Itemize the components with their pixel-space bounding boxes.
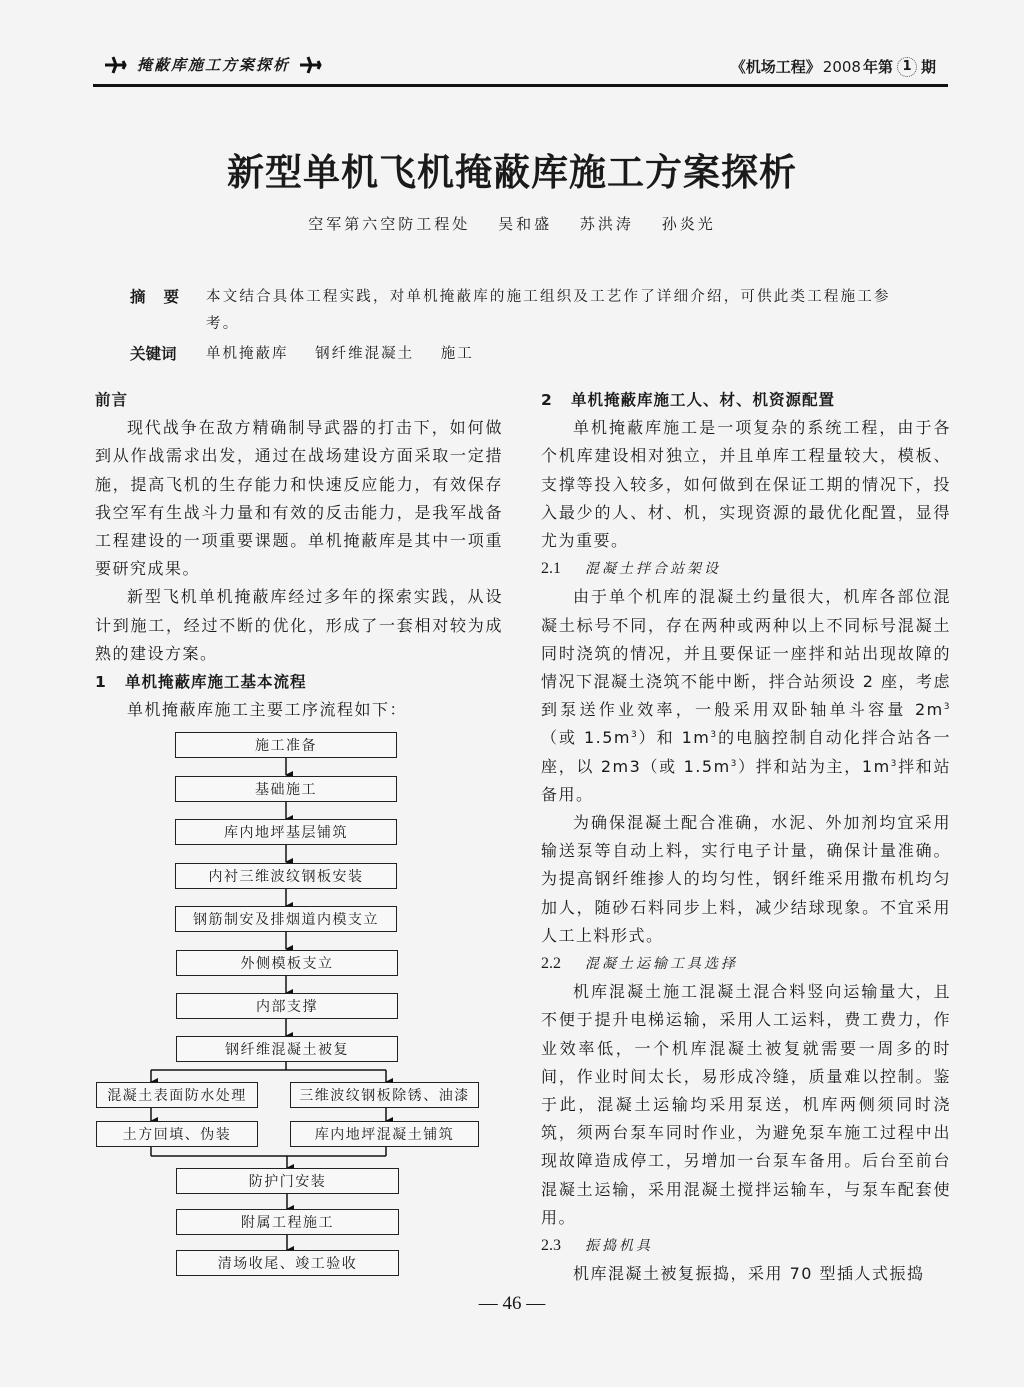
subsection-heading-2-1: 2.1 混凝土拌合站架设 (541, 560, 721, 578)
right-column (541, 386, 951, 1289)
preface-heading: 前言 (95, 391, 129, 409)
section-heading-2: 2 单机掩蔽库施工人、材、机资源配置 (541, 391, 836, 409)
flow-step: 外侧模板支立 (176, 950, 398, 976)
flow-step: 基础施工 (175, 776, 397, 802)
paragraph: 单机掩蔽库施工是一项复杂的系统工程，由于各个机库建设相对独立，并且单库工程量较大，模板、支撑等投入较多，如何做到在保证工期的情况下，投入最少的人、材、机，实现资源的最优化配置，显得尤为重要。 (541, 418, 951, 551)
flow-step: 钢筋制安及排烟道内模支立 (175, 906, 397, 932)
flow-step: 库内地坪基层铺筑 (175, 819, 397, 845)
flow-step: 防护门安装 (176, 1168, 399, 1194)
author: 孙炎光 (661, 215, 716, 233)
keyword: 单机掩蔽库 (206, 346, 289, 362)
flow-branch-right: 库内地坪混凝土铺筑 (290, 1121, 479, 1147)
flow-branch-right: 三维波纹钢板除锈、油漆 (290, 1082, 479, 1108)
header-divider (93, 84, 948, 87)
section-heading-1: 1 单机掩蔽库施工基本流程 (95, 673, 307, 692)
article-title: 新型单机飞机掩蔽库施工方案探析 (227, 150, 797, 194)
header-section-title: 掩蔽库施工方案探析 (103, 54, 324, 75)
paragraph: 机库混凝土被复振捣，采用 70 型插人式振捣 (573, 1264, 925, 1284)
flow-step: 钢纤维混凝土被复 (176, 1036, 398, 1062)
abstract-block (130, 284, 920, 368)
running-header (93, 50, 946, 82)
author-line (0, 213, 1024, 234)
flow-branch-left: 混凝土表面防水处理 (96, 1082, 258, 1108)
flow-step: 内部支撑 (176, 993, 398, 1019)
paragraph: 为确保混凝土配合准确，水泥、外加剂均宜采用输送泵等自动上料，实行电子计量，确保计量准确。为提高钢纤维掺人的均匀性，钢纤维采用撒布机均匀加人，随砂石料同步上料，减少结球现象。不宜采用人工上料形式。 (541, 813, 951, 945)
journal-name: 《机场工程》 (730, 58, 821, 76)
paragraph: 现代战争在敌方精确制导武器的打击下，如何做到从作战需求出发，通过在战场建设方面采取一定措施，提高飞机的生存能力和快速反应能力，有效保存我空军有生战斗力量和有效的反击能力，是我军战备工程建设的一项重要课题。单机掩蔽库是其中一项重要研究成果。 (95, 418, 503, 579)
process-flowchart (95, 731, 485, 1281)
airplane-icon (103, 55, 129, 75)
paragraph: 单机掩蔽库施工主要工序流程如下： (127, 700, 408, 720)
paragraph: 由于单个机库的混凝土约量很大，机库各部位混凝土标号不同，存在两种或两种以上不同标号混凝土同时浇筑的情况，并且要保证一座拌和站出现故障的情况下混凝土浇筑不能中断，拌合站须设 2 座，考虑到泵送作业效率，一般采用双卧轴单斗容量 $2m^3$（或 $1.5m^3$）和 $1m^3$的电脑控制自动化拌合站各一座，以 2m3（或 $1.5m^3$）拌和站为主，$1m^3$拌和站备用。 (541, 587, 951, 804)
flow-step: 清场收尾、竣工验收 (176, 1250, 399, 1276)
author: 苏洪涛 (579, 215, 634, 233)
paragraph: 新型飞机单机掩蔽库经过多年的探索实践，从设计到施工，经过不断的优化，形成了一套相对较为成熟的建设方案。 (95, 587, 503, 663)
issue-number: 1 (897, 57, 917, 77)
journal-info: 《机场工程》 2008 年第 1 期 (730, 57, 936, 76)
author: 吴和盛 (498, 215, 553, 233)
keyword: 施工 (440, 346, 474, 362)
left-column (95, 386, 503, 724)
flow-step: 附属工程施工 (176, 1209, 399, 1235)
abstract-text: 本文结合具体工程实践，对单机掩蔽库的施工组织及工艺作了详细介绍，可供此类工程施工参考。 (206, 289, 891, 332)
journal-year: 2008 (822, 57, 861, 76)
keyword: 钢纤维混凝土 (315, 346, 415, 362)
abstract-label: 摘要 (130, 288, 198, 306)
page-number: — 46 — (478, 1293, 546, 1314)
subsection-heading-2-2: 2.2 混凝土运输工具选择 (541, 955, 738, 973)
keywords-label: 关键词 (130, 345, 177, 363)
paragraph: 机库混凝土施工混凝土混合料竖向运输量大，且不便于提升电梯运输，采用人工运料，费工费力，作业效率低，一个机库混凝土被复就需要一周多的时间，作业时间太长，易形成冷缝，质量难以控制。鉴于此，混凝土运输均采用泵送，机库两侧须同时浇筑，须两台泵车同时作业，为避免泵车施工过程中出现故障造成停工，另增加一台泵车备用。后台至前台混凝土运输，采用混凝土搅拌运输车，与泵车配套使用。 (541, 982, 951, 1227)
subsection-heading-2-3: 2.3 振捣机具 (541, 1237, 653, 1255)
flow-step: 内衬三维波纹钢板安装 (175, 863, 397, 889)
flow-branch-left: 土方回填、伪装 (96, 1121, 258, 1147)
airplane-icon (298, 55, 324, 75)
flow-step: 施工准备 (175, 732, 397, 758)
affiliation: 空军第六空防工程处 (308, 215, 471, 233)
